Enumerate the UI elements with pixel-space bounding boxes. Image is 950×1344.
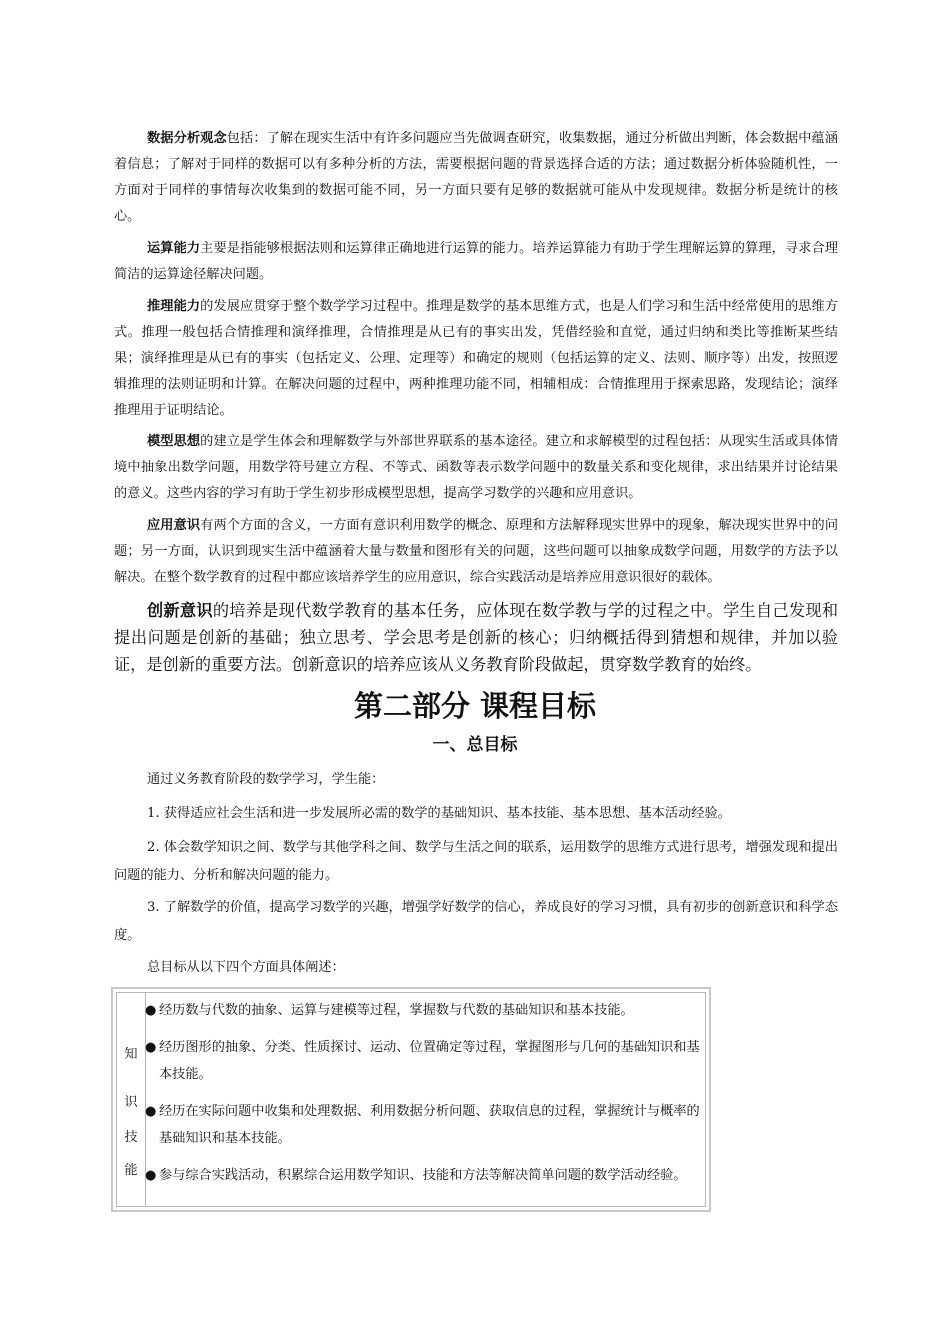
table-item-text: 参与综合实践活动，积累综合运用数学知识、技能和方法等解决简单问题的数学活动经验。 xyxy=(159,1168,687,1183)
bullet-icon: ● xyxy=(145,1003,157,1018)
table-item-text: 经历在实际问题中收集和处理数据、利用数据分析问题、获取信息的过程，掌握统计与概率的基础知识和基本技能。 xyxy=(159,1104,700,1146)
table-item xyxy=(145,1034,701,1088)
bullet-icon: ● xyxy=(145,1168,157,1183)
section-title: 第二部分 课程目标 xyxy=(353,689,597,723)
side-char: 知 xyxy=(124,1047,138,1062)
goals-intro: 通过义务教育阶段的数学学习，学生能： xyxy=(147,772,385,787)
term-computation: 运算能力 xyxy=(147,241,201,256)
side-char: 识 xyxy=(124,1095,138,1110)
term-innovation: 创新意识 xyxy=(147,601,213,620)
term-reasoning: 推理能力 xyxy=(147,299,201,314)
goal-item-3: 3. 了解数学的价值，提高学习数学的兴趣，增强学好数学的信心，养成良好的学习习惯，具有初步的创新意识和科学态度。 xyxy=(114,900,838,943)
term-application: 应用意识 xyxy=(147,518,201,533)
goal-item-1: 1. 获得适应社会生活和进一步发展所必需的数学的基础知识、基本技能、基本思想、基本活动经验。 xyxy=(147,806,731,821)
paragraph-innovation xyxy=(114,597,838,678)
table-item xyxy=(145,1098,701,1152)
bullet-icon: ● xyxy=(145,1040,157,1055)
subsection-title: 一、总目标 xyxy=(432,735,518,755)
paragraph-text: 的建立是学生体会和理解数学与外部世界联系的基本途径。建立和求解模型的过程包括：从现实生活或具体情境中抽象出数学问题，用数学符号建立方程、不等式、函数等表示数学问题中的数量关系和变化规律，求出结果并讨论结果的意义。这些内容的学习有助于学生初步形成模型思想，提高学习数学的兴趣和应用意识。 xyxy=(114,434,839,501)
paragraph-reasoning xyxy=(114,294,838,424)
term-data-analysis: 数据分析观念 xyxy=(147,131,227,146)
paragraph-modeling xyxy=(114,429,838,507)
table-inner xyxy=(116,992,706,1207)
goals-summary: 总目标从以下四个方面具体阐述： xyxy=(147,960,345,975)
paragraph-computation xyxy=(114,236,838,288)
paragraph-text: 的发展应贯穿于整个数学学习过程中。推理是数学的基本思维方式，也是人们学习和生活中经常使用的思维方式。推理一般包括合情推理和演绎推理，合情推理是从已有的事实出发，凭借经验和直觉，通过归纳和类比等推断某些结果；演绎推理是从已有的事实（包括定义、公理、定理等）和确定的规则（包括运算的定义、法则、顺序等）出发，按照逻辑推理的法则证明和计算。在解决问题的过程中，两种推理功能不同，相辅相成：合情推理用于探索思路，发现结论；演绎推理用于证明结论。 xyxy=(114,299,839,418)
side-char: 技 xyxy=(124,1130,138,1145)
bullet-icon: ● xyxy=(145,1104,157,1119)
table-items xyxy=(145,997,701,1199)
goal-item-2: 2. 体会数学知识之间、数学与其他学科之间、数学与生活之间的联系，运用数学的思维方式进行思考，增强发现和提出问题的能力、分析和解决问题的能力。 xyxy=(114,840,838,883)
paragraph-application xyxy=(114,513,838,591)
table-item-text: 经历数与代数的抽象、运算与建模等过程，掌握数与代数的基础知识和基本技能。 xyxy=(159,1003,634,1018)
term-modeling: 模型思想 xyxy=(147,434,201,449)
table-item-text: 经历图形的抽象、分类、性质探讨、运动、位置确定等过程，掌握图形与几何的基础知识和基本技能。 xyxy=(159,1040,700,1082)
knowledge-skills-table xyxy=(111,987,711,1212)
table-item xyxy=(145,1162,701,1189)
side-char: 能 xyxy=(124,1163,138,1178)
paragraph-data-analysis xyxy=(114,126,838,230)
table-side-label xyxy=(117,993,146,1206)
paragraph-text: 的培养是现代数学教育的基本任务，应体现在数学教与学的过程之中。学生自己发现和提出问题是创新的基础；独立思考、学会思考是创新的核心；归纳概括得到猜想和规律，并加以验证，是创新的重要方法。创新意识的培养应该从义务教育阶段做起，贯穿数学教育的始终。 xyxy=(114,601,839,674)
paragraph-text: 包括：了解在现实生活中有许多问题应当先做调查研究，收集数据，通过分析做出判断，体会数据中蕴涵着信息；了解对于同样的数据可以有多种分析的方法，需要根据问题的背景选择合适的方法；通过数据分析体验随机性，一方面对于同样的事情每次收集到的数据可能不同，另一方面只要有足够的数据就可能从中发现规律。数据分析是统计的核心。 xyxy=(114,131,839,224)
paragraph-text: 有两个方面的含义，一方面有意识利用数学的概念、原理和方法解释现实世界中的现象，解决现实世界中的问题；另一方面，认识到现实生活中蕴涵着大量与数量和图形有关的问题，这些问题可以抽象成数学问题，用数学的方法予以解决。在整个数学教育的过程中都应该培养学生的应用意识，综合实践活动是培养应用意识很好的载体。 xyxy=(114,518,839,585)
table-item xyxy=(145,997,701,1024)
paragraph-text: 主要是指能够根据法则和运算律正确地进行运算的能力。培养运算能力有助于学生理解运算的算理，寻求合理简洁的运算途径解决问题。 xyxy=(114,241,839,282)
